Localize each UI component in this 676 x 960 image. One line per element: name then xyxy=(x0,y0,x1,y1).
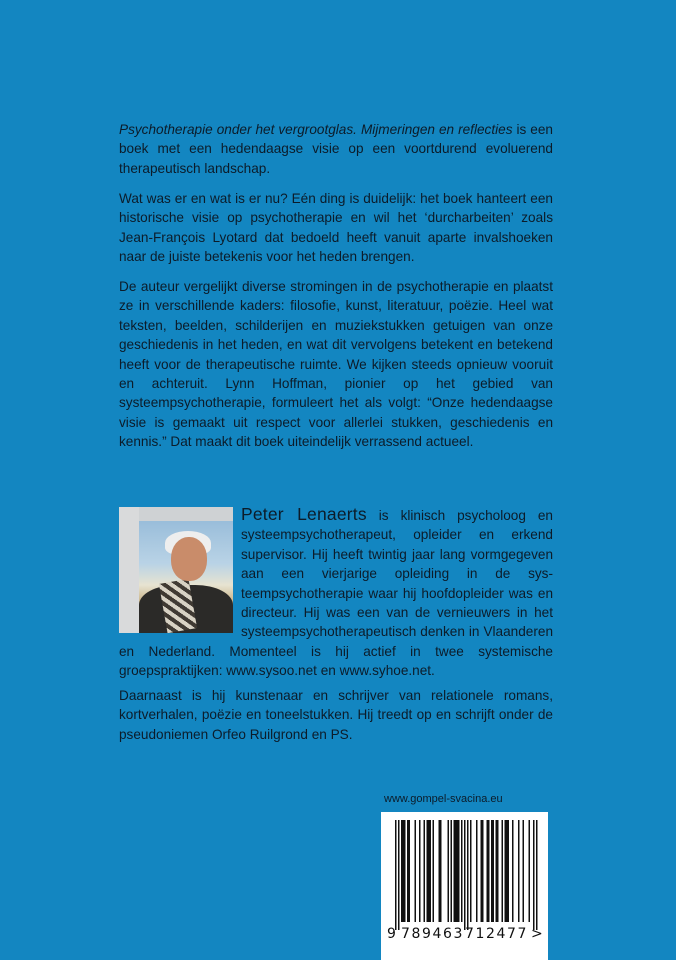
barcode-bar xyxy=(493,820,495,922)
author-bio-text: is klinisch psycholoog en systeempsychotherapeut, opleider en erkend supervisor. Hij heeft twintig jaar lang vormgegeven aan een vierjarige opleiding in de systeempsychotherapie waar hij hoofdopleider was en directeur. Hij was een van de vernieuwers in het systeempsychotherapeutisch denken in Vlaanderen en Nederland. Momenteel is hij actief in twee systemische groepspraktijken: www.sysoo.net en www.syhoe.net. xyxy=(119,508,553,679)
barcode-bar xyxy=(415,820,417,922)
barcode-bar xyxy=(496,820,498,922)
barcode-bar xyxy=(454,820,456,922)
barcode-bar xyxy=(407,820,409,922)
barcode-bar xyxy=(455,820,457,922)
barcode-bar xyxy=(428,820,430,922)
isbn-trail: > xyxy=(531,926,543,942)
barcode-bar xyxy=(395,820,397,930)
barcode-bar xyxy=(497,820,499,922)
barcode-bar xyxy=(487,820,489,922)
isbn-group-1: 789463 xyxy=(401,926,465,942)
author-bio-paragraph-2: Daarnaast is hij kunstenaar en schrijver van relationele romans, kortverhalen, poëzie en toneelstukken. Hij treedt op en schrijft onder de pseudoniemen Orfeo Ruilgrond en PS. xyxy=(119,688,553,742)
author-photo xyxy=(119,507,233,633)
barcode-bar xyxy=(419,820,421,922)
barcode-bar xyxy=(404,820,406,922)
barcode-bar xyxy=(430,820,432,922)
barcode-bar xyxy=(461,820,463,922)
barcode-bar xyxy=(467,820,469,930)
barcode-bar xyxy=(457,820,459,922)
barcode-bar xyxy=(476,820,478,922)
blurb-paragraph-3: De auteur vergelijkt diverse stromingen in de psychotherapie en plaatst ze in verschillende kaders: filosofie, kunst, literatuur, poëzie. Heel wat teksten, beelden, schilderijen en muziekstukken getuigen van onze geschiedenis in het heden, en wat dit vervolgens betekent en betekend heeft voor de therapeutische ruimte. We kijken steeds opnieuw vooruit en achteruit. Lynn Hoffman, pionier op het gebied van systeempsychotherapie, formuleert het als volgt: “Onze hedendaagse visie is gemaakt uit respect voor allerlei stukken, geschiedenis en kennis.” Dat maakt dit boek uiteindelijk verrassend actueel. xyxy=(119,279,553,450)
barcode-bar xyxy=(470,820,472,922)
barcode-bar xyxy=(506,820,508,922)
barcode-bar xyxy=(439,820,441,922)
book-title: Psychotherapie onder het vergrootglas. Mijmeringen en reflecties xyxy=(119,122,513,137)
author-name: Peter Lenaerts xyxy=(241,504,367,524)
barcode-bar xyxy=(481,820,483,922)
barcode-bar xyxy=(508,820,510,922)
barcode-bar xyxy=(458,820,460,922)
barcode-bar xyxy=(505,820,507,922)
barcode xyxy=(381,812,548,960)
publisher-url: www.gompel-svacina.eu xyxy=(384,793,503,805)
barcode-bar xyxy=(536,820,538,930)
barcode-bar xyxy=(523,820,525,922)
barcode-bar xyxy=(403,820,405,922)
barcode-bar xyxy=(464,820,466,930)
barcode-bar xyxy=(491,820,493,922)
barcode-bar xyxy=(502,820,504,922)
barcode-bar xyxy=(401,820,403,922)
barcode-bar xyxy=(529,820,531,922)
barcode-bar xyxy=(533,820,535,930)
barcode-bar xyxy=(398,820,400,930)
blurb-paragraph-2: Wat was er en wat is er nu? Eén ding is duidelijk: het boek hanteert een historische visie op psychotherapie en wil het ‘durcharbeiten’ zoals Jean-François Lyotard dat bedoeld heeft vanuit aparte invalshoeken naar de juiste betekenis voor het heden brengen. xyxy=(119,191,553,265)
isbn-group-2: 712477 xyxy=(465,926,529,942)
blurb-paragraph-1 xyxy=(119,120,553,178)
barcode-bar xyxy=(424,820,426,922)
barcode-bar xyxy=(488,820,490,922)
barcode-bar xyxy=(482,820,484,922)
barcode-bar xyxy=(440,820,442,922)
barcode-bar xyxy=(518,820,520,922)
barcode-bar xyxy=(451,820,453,922)
blurb-paragraph-1-text: is een boek met een hedendaagse visie op een voortdurend evoluerend therapeutisch landschap. xyxy=(119,122,553,176)
author-bio-block xyxy=(119,505,553,681)
isbn-first-digit: 9 xyxy=(387,926,396,942)
barcode-bar xyxy=(448,820,450,922)
barcode-bar xyxy=(409,820,411,922)
barcode-bar xyxy=(433,820,435,922)
barcode-bar xyxy=(512,820,514,922)
barcode-bar xyxy=(427,820,429,922)
